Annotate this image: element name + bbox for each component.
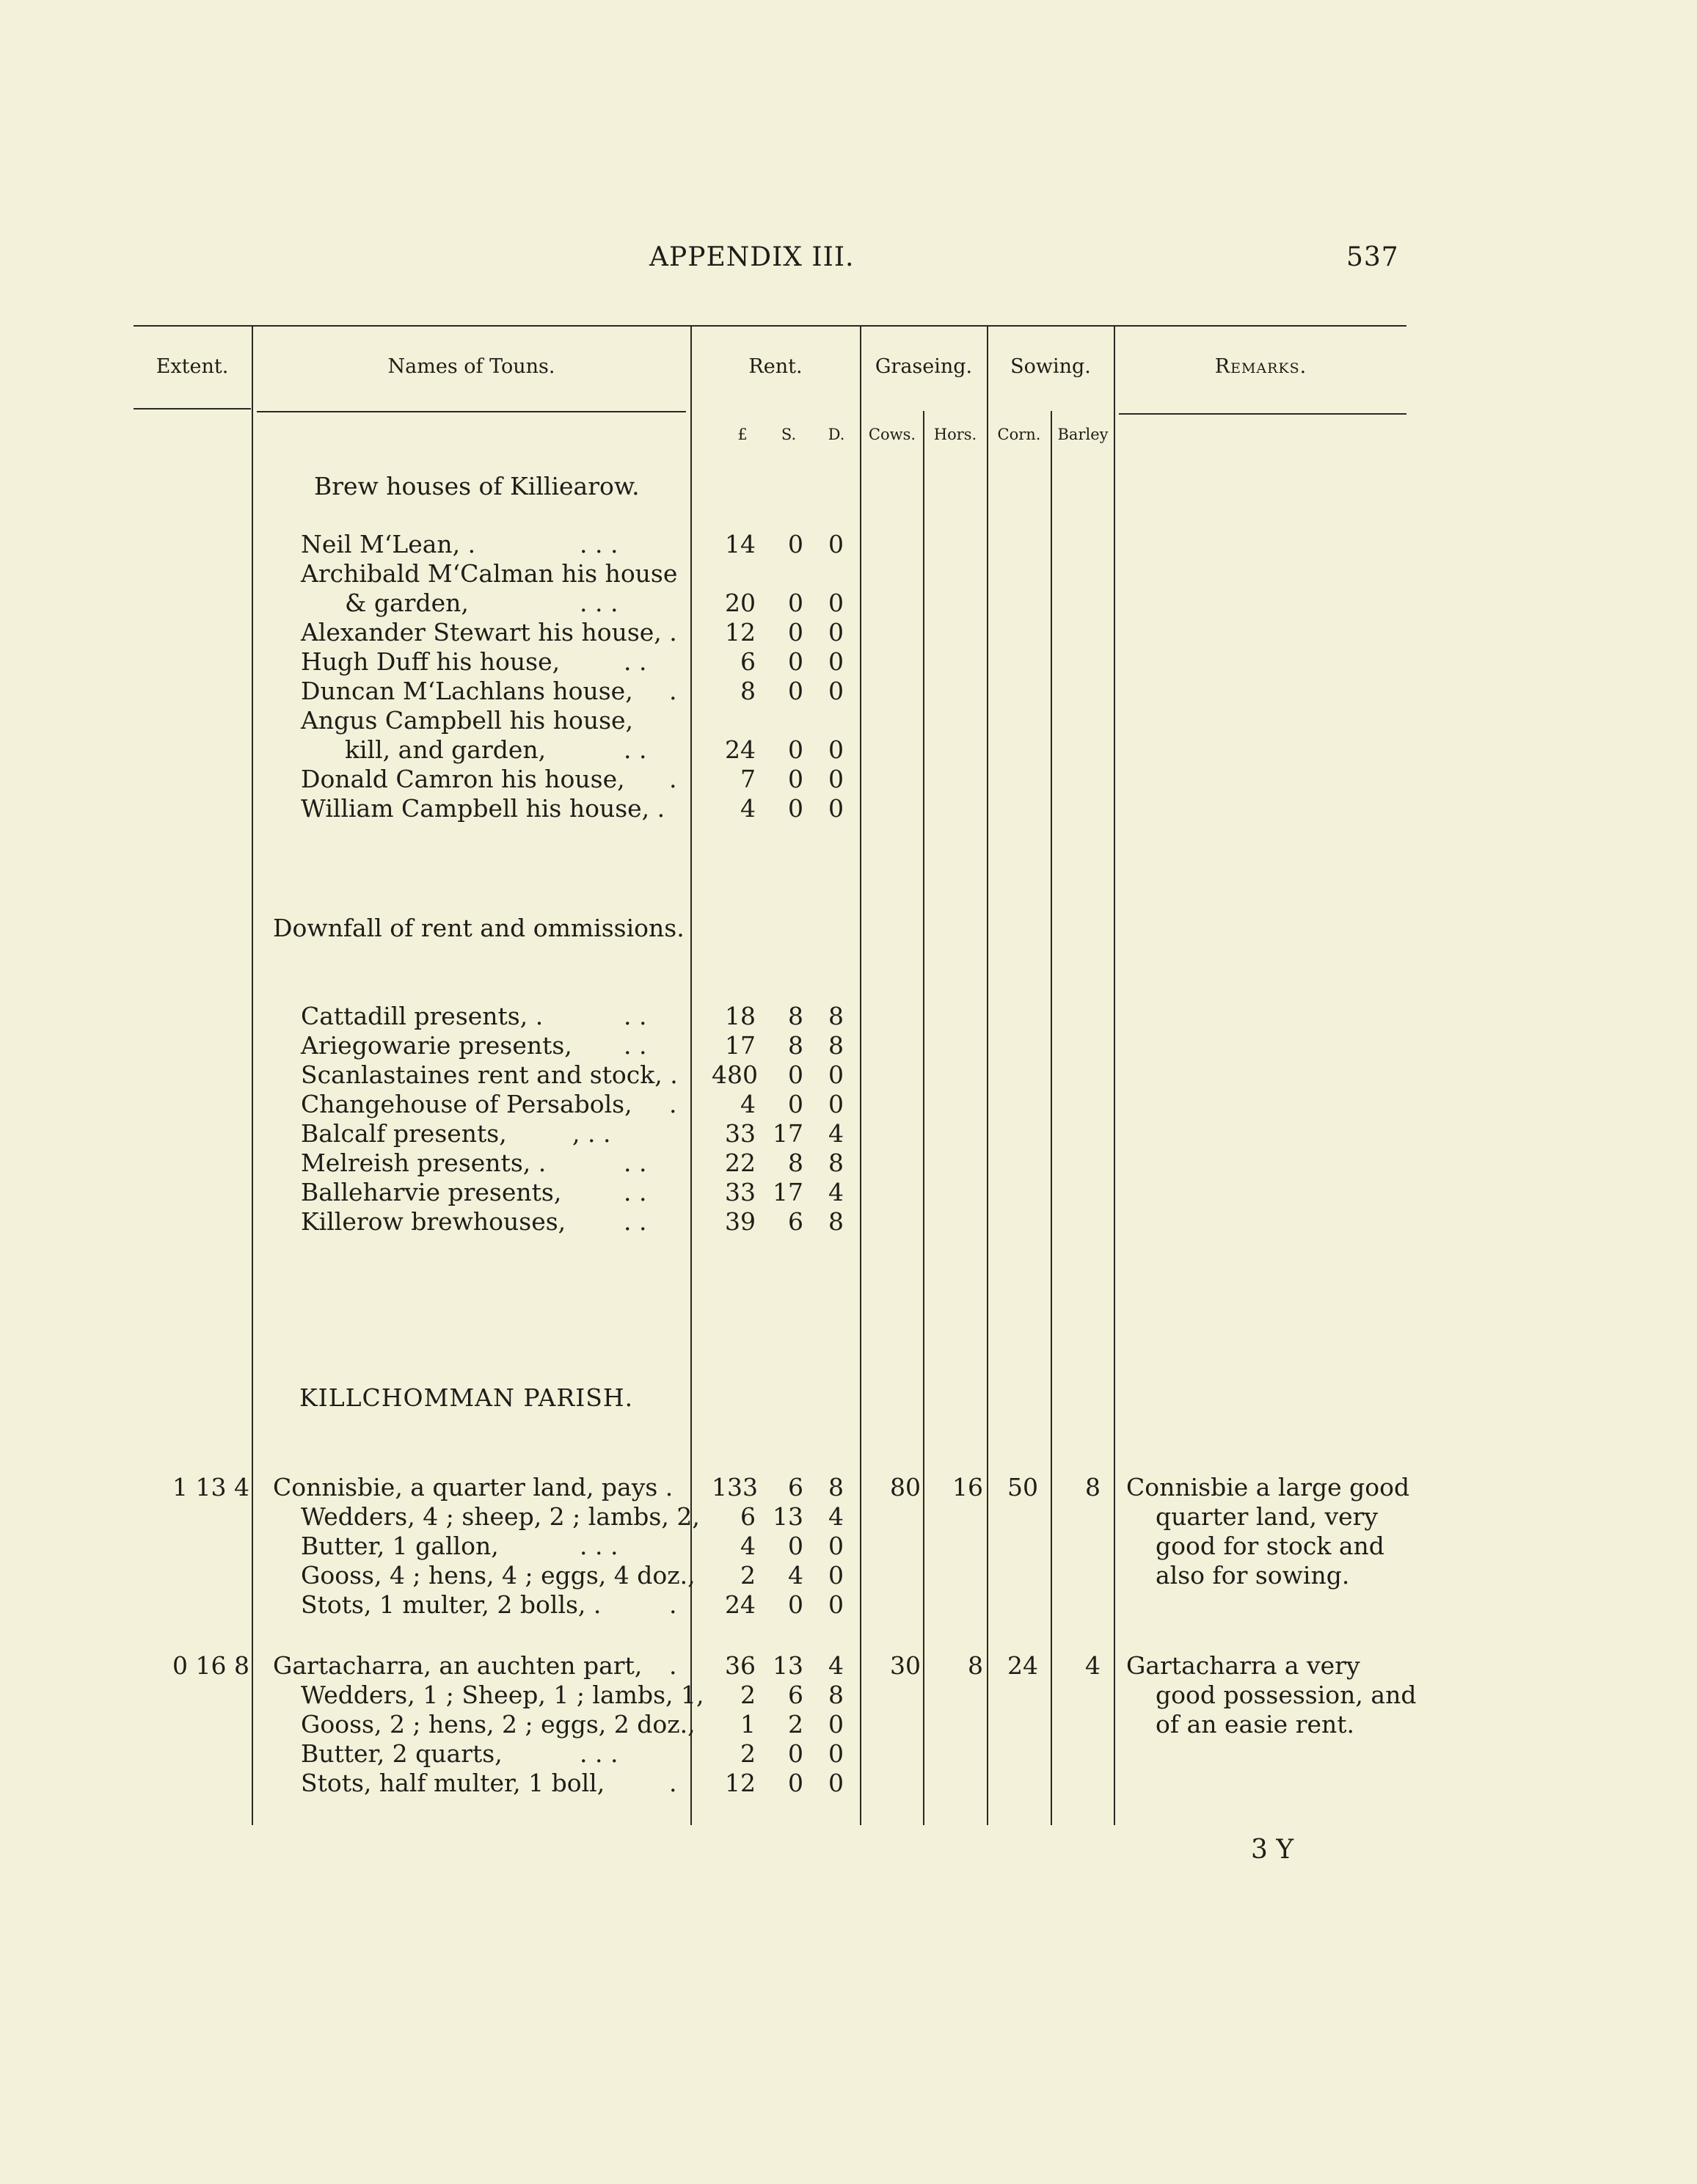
rent-shillings: 13 bbox=[773, 1651, 803, 1680]
table-row bbox=[0, 1532, 1697, 1561]
row-name: Gooss, 2 ; hens, 2 ; eggs, 2 doz., bbox=[301, 1710, 696, 1739]
remark-line: Gartacharra a very bbox=[1126, 1651, 1360, 1680]
table-row bbox=[0, 1739, 1697, 1769]
row-name: Ariegowarie presents, bbox=[301, 1031, 572, 1060]
rent-pence: 0 bbox=[828, 647, 844, 676]
graseing-hors: 16 bbox=[952, 1473, 983, 1502]
table-row bbox=[0, 1178, 1697, 1207]
remarks-gartacharra bbox=[1126, 1651, 1416, 1739]
table-row bbox=[0, 1119, 1697, 1149]
graseing-cows: 30 bbox=[890, 1651, 921, 1680]
rent-shillings: 0 bbox=[788, 677, 803, 705]
rent-shillings: 4 bbox=[788, 1561, 803, 1590]
row-leader-dots: . . . bbox=[580, 1532, 618, 1560]
rent-pounds: 12 bbox=[725, 1769, 756, 1797]
subhead-barley: Barley bbox=[1057, 426, 1109, 443]
rent-shillings: 0 bbox=[788, 1532, 803, 1560]
signature-mark: 3 Y bbox=[1251, 1835, 1294, 1865]
rent-pounds: 7 bbox=[740, 765, 756, 793]
row-name: Killerow brewhouses, bbox=[301, 1207, 566, 1236]
rent-pounds: 36 bbox=[725, 1651, 756, 1680]
table-row bbox=[0, 1502, 1697, 1532]
table-row bbox=[0, 618, 1697, 647]
row-name: William Campbell his house, . bbox=[301, 794, 665, 823]
header-rule-names bbox=[257, 411, 686, 412]
rent-shillings: 8 bbox=[788, 1002, 803, 1030]
row-name: Neil M‘Lean, . bbox=[301, 530, 476, 558]
table-row bbox=[0, 1060, 1697, 1090]
rent-pence: 0 bbox=[828, 530, 844, 558]
rent-pounds: 6 bbox=[740, 1502, 756, 1531]
table-row bbox=[0, 530, 1697, 559]
table-row bbox=[0, 1002, 1697, 1031]
row-name: Balcalf presents, bbox=[301, 1119, 507, 1148]
graseing-hors: 8 bbox=[968, 1651, 983, 1680]
table-row bbox=[0, 765, 1697, 794]
rent-pounds: 1 bbox=[740, 1710, 756, 1739]
table-top-rule bbox=[134, 325, 1406, 327]
table-row bbox=[0, 1769, 1697, 1798]
page-number: 537 bbox=[1346, 242, 1399, 272]
row-name: Wedders, 1 ; Sheep, 1 ; lambs, 1, bbox=[301, 1681, 704, 1709]
rent-pence: 0 bbox=[828, 1561, 844, 1590]
rent-pence: 0 bbox=[828, 618, 844, 647]
rent-shillings: 6 bbox=[788, 1473, 803, 1502]
table-row bbox=[0, 1561, 1697, 1590]
rent-pounds: 6 bbox=[740, 647, 756, 676]
row-name: Stots, half multer, 1 boll, bbox=[301, 1769, 605, 1797]
col-head-rent: Rent. bbox=[748, 355, 803, 378]
rent-pence: 4 bbox=[828, 1651, 844, 1680]
row-leader-dots: . . bbox=[624, 1178, 647, 1206]
rent-pounds: 39 bbox=[725, 1207, 756, 1236]
rent-shillings: 0 bbox=[788, 794, 803, 823]
row-name: Butter, 1 gallon, bbox=[301, 1532, 499, 1560]
rent-pounds: 480 bbox=[712, 1060, 758, 1089]
rent-pence: 0 bbox=[828, 1739, 844, 1768]
rent-pence: 0 bbox=[828, 794, 844, 823]
rent-pounds: 12 bbox=[725, 618, 756, 647]
rent-pounds: 133 bbox=[712, 1473, 758, 1502]
table-row bbox=[0, 1207, 1697, 1237]
rent-pence: 8 bbox=[828, 1149, 844, 1177]
row-name: Melreish presents, . bbox=[301, 1149, 547, 1177]
table-row bbox=[0, 647, 1697, 677]
rent-shillings: 6 bbox=[788, 1207, 803, 1236]
row-name: Connisbie, a quarter land, pays . bbox=[273, 1473, 674, 1502]
rent-pence: 8 bbox=[828, 1681, 844, 1709]
rent-shillings: 13 bbox=[773, 1502, 803, 1531]
rent-shillings: 2 bbox=[788, 1710, 803, 1739]
subhead-pounds: £ bbox=[737, 426, 748, 443]
header-rule-extent bbox=[134, 408, 251, 410]
rent-pence: 0 bbox=[828, 1060, 844, 1089]
row-leader-dots: . bbox=[669, 765, 677, 793]
row-leader-dots: . . . bbox=[580, 530, 618, 558]
rent-shillings: 0 bbox=[788, 647, 803, 676]
rent-pounds: 4 bbox=[740, 1532, 756, 1560]
row-name: Gartacharra, an auchten part, bbox=[273, 1651, 643, 1680]
row-leader-dots: . bbox=[669, 1769, 677, 1797]
rent-pounds: 24 bbox=[725, 735, 756, 764]
table-row bbox=[0, 706, 1697, 735]
rent-shillings: 0 bbox=[788, 1769, 803, 1797]
subhead-pence: D. bbox=[828, 426, 845, 443]
rent-shillings: 0 bbox=[788, 589, 803, 617]
sowing-barley: 4 bbox=[1085, 1651, 1101, 1680]
rent-pounds: 8 bbox=[740, 677, 756, 705]
row-name: Changehouse of Persabols, bbox=[301, 1090, 632, 1118]
remark-line: quarter land, very bbox=[1156, 1502, 1379, 1531]
rent-pence: 0 bbox=[828, 735, 844, 764]
rent-shillings: 0 bbox=[788, 765, 803, 793]
row-leader-dots: . . bbox=[624, 647, 647, 676]
extent-value: 0 16 8 bbox=[172, 1651, 249, 1680]
rent-pence: 0 bbox=[828, 1710, 844, 1739]
section-heading-killchomman: KILLCHOMMAN PARISH. bbox=[299, 1383, 634, 1412]
table-row bbox=[0, 1149, 1697, 1178]
row-leader-dots: . . bbox=[624, 1031, 647, 1060]
row-name: Butter, 2 quarts, bbox=[301, 1739, 503, 1768]
remark-line: also for sowing. bbox=[1156, 1561, 1350, 1590]
rent-shillings: 8 bbox=[788, 1149, 803, 1177]
rent-pounds: 33 bbox=[725, 1178, 756, 1206]
rent-pence: 8 bbox=[828, 1002, 844, 1030]
sowing-corn: 50 bbox=[1007, 1473, 1038, 1502]
rent-pounds: 2 bbox=[740, 1561, 756, 1590]
table-row bbox=[0, 794, 1697, 823]
row-leader-dots: , . . bbox=[572, 1119, 611, 1148]
row-name: Duncan M‘Lachlans house, bbox=[301, 677, 633, 705]
sowing-barley: 8 bbox=[1085, 1473, 1101, 1502]
rent-shillings: 17 bbox=[773, 1178, 803, 1206]
rent-pence: 0 bbox=[828, 1090, 844, 1118]
subhead-hors: Hors. bbox=[933, 426, 977, 443]
rent-shillings: 0 bbox=[788, 1090, 803, 1118]
row-name: Gooss, 4 ; hens, 4 ; eggs, 4 doz., bbox=[301, 1561, 696, 1590]
table-row bbox=[0, 1651, 1697, 1681]
extent-value: 1 13 4 bbox=[172, 1473, 249, 1502]
row-leader-dots: . . bbox=[624, 1002, 647, 1030]
row-leader-dots: . . . bbox=[580, 589, 618, 617]
rent-shillings: 17 bbox=[773, 1119, 803, 1148]
rent-pounds: 2 bbox=[740, 1681, 756, 1709]
rent-pounds: 22 bbox=[725, 1149, 756, 1177]
rent-pounds: 18 bbox=[725, 1002, 756, 1030]
rent-pence: 4 bbox=[828, 1119, 844, 1148]
rent-pence: 0 bbox=[828, 1590, 844, 1619]
rent-pence: 0 bbox=[828, 589, 844, 617]
subhead-cows: Cows. bbox=[868, 426, 916, 443]
table-row bbox=[0, 677, 1697, 706]
row-leader-dots: . bbox=[669, 1590, 677, 1619]
row-leader-dots: . . bbox=[624, 1149, 647, 1177]
row-leader-dots: . bbox=[669, 1651, 677, 1680]
row-name: Scanlastaines rent and stock, . bbox=[301, 1060, 678, 1089]
subhead-shillings: S. bbox=[781, 426, 797, 443]
rent-shillings: 0 bbox=[788, 618, 803, 647]
section-heading-brew-houses: Brew houses of Killiearow. bbox=[314, 472, 640, 500]
sowing-corn: 24 bbox=[1007, 1651, 1038, 1680]
row-leader-dots: . . bbox=[624, 1207, 647, 1236]
row-name: Archibald M‘Calman his house bbox=[301, 559, 678, 588]
col-head-names: Names of Touns. bbox=[387, 355, 555, 378]
col-head-remarks: Remarks. bbox=[1214, 355, 1307, 378]
rent-shillings: 0 bbox=[788, 735, 803, 764]
rent-shillings: 0 bbox=[788, 530, 803, 558]
rent-pence: 4 bbox=[828, 1178, 844, 1206]
table-row bbox=[0, 559, 1697, 589]
section-heading-downfall: Downfall of rent and ommissions. bbox=[273, 914, 685, 942]
row-leader-dots: . bbox=[669, 677, 677, 705]
rent-pence: 8 bbox=[828, 1207, 844, 1236]
remark-line: of an easie rent. bbox=[1156, 1710, 1355, 1739]
row-name: Balleharvie presents, bbox=[301, 1178, 562, 1206]
subhead-corn: Corn. bbox=[997, 426, 1041, 443]
row-name: Donald Camron his house, bbox=[301, 765, 625, 793]
remarks-connisbie bbox=[1126, 1473, 1409, 1590]
row-name: kill, and garden, bbox=[345, 735, 547, 764]
row-leader-dots: . bbox=[669, 1090, 677, 1118]
rent-shillings: 6 bbox=[788, 1681, 803, 1709]
rent-pounds: 14 bbox=[725, 530, 756, 558]
rent-shillings: 0 bbox=[788, 1739, 803, 1768]
table-row bbox=[0, 1031, 1697, 1060]
row-name: Hugh Duff his house, bbox=[301, 647, 561, 676]
rent-pounds: 17 bbox=[725, 1031, 756, 1060]
rent-pence: 8 bbox=[828, 1031, 844, 1060]
rent-pence: 8 bbox=[828, 1473, 844, 1502]
table-row bbox=[0, 1090, 1697, 1119]
rent-shillings: 8 bbox=[788, 1031, 803, 1060]
rent-pence: 0 bbox=[828, 765, 844, 793]
rent-pence: 0 bbox=[828, 1769, 844, 1797]
table-row bbox=[0, 735, 1697, 765]
col-head-extent: Extent. bbox=[156, 355, 229, 378]
rent-pounds: 20 bbox=[725, 589, 756, 617]
graseing-cows: 80 bbox=[890, 1473, 921, 1502]
rent-pence: 4 bbox=[828, 1502, 844, 1531]
header-rule-remarks bbox=[1119, 413, 1406, 415]
table-row bbox=[0, 1710, 1697, 1739]
table-row bbox=[0, 1473, 1697, 1502]
rent-shillings: 0 bbox=[788, 1590, 803, 1619]
rent-pence: 0 bbox=[828, 677, 844, 705]
remark-line: good possession, and bbox=[1156, 1681, 1417, 1709]
col-head-sowing: Sowing. bbox=[1010, 355, 1091, 378]
row-leader-dots: . . . bbox=[580, 1739, 618, 1768]
rent-pounds: 2 bbox=[740, 1739, 756, 1768]
rent-pounds: 33 bbox=[725, 1119, 756, 1148]
row-name: Cattadill presents, . bbox=[301, 1002, 544, 1030]
rent-pounds: 4 bbox=[740, 1090, 756, 1118]
row-name: & garden, bbox=[345, 589, 469, 617]
table-row bbox=[0, 589, 1697, 618]
row-leader-dots: . . bbox=[624, 735, 647, 764]
remark-line: good for stock and bbox=[1156, 1532, 1384, 1560]
running-head-title: APPENDIX III. bbox=[649, 242, 855, 272]
rent-pounds: 4 bbox=[740, 794, 756, 823]
row-name: Angus Campbell his house, bbox=[301, 706, 634, 735]
remark-line: Connisbie a large good bbox=[1126, 1473, 1410, 1502]
rent-pence: 0 bbox=[828, 1532, 844, 1560]
rent-pounds: 24 bbox=[725, 1590, 756, 1619]
col-head-graseing: Graseing. bbox=[875, 355, 973, 378]
table-row bbox=[0, 1681, 1697, 1710]
row-name: Wedders, 4 ; sheep, 2 ; lambs, 2, bbox=[301, 1502, 700, 1531]
table-row bbox=[0, 1590, 1697, 1620]
rent-shillings: 0 bbox=[788, 1060, 803, 1089]
row-name: Alexander Stewart his house, . bbox=[301, 618, 677, 647]
row-name: Stots, 1 multer, 2 bolls, . bbox=[301, 1590, 602, 1619]
